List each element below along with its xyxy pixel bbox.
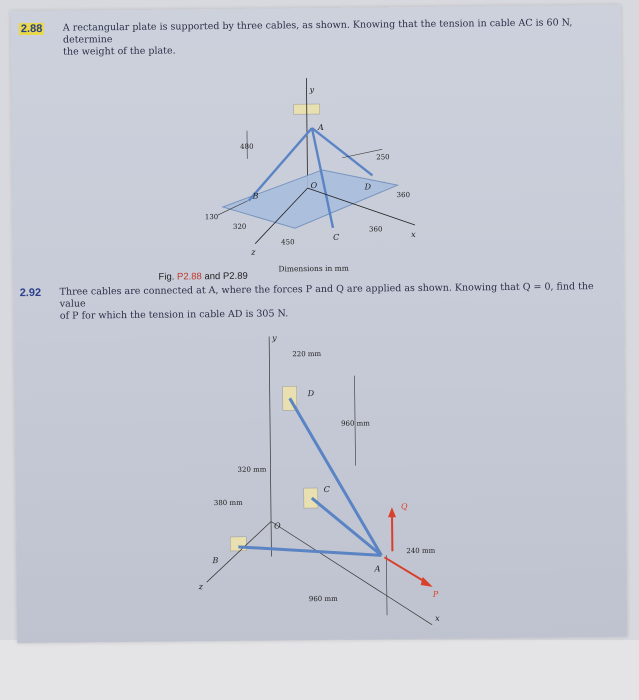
- figure-caption: [158, 271, 247, 283]
- axis-label-y: y: [272, 333, 277, 343]
- dim-450: 450: [281, 238, 295, 247]
- problem-2-92-line2: of P for which the tension in cable AD is 305 N.: [59, 308, 289, 322]
- force-label-q: Q: [400, 502, 408, 512]
- force-p-head: [421, 577, 433, 587]
- point-d: D: [307, 389, 315, 399]
- dim-480: 480: [240, 142, 254, 151]
- dim-line-960-bottom: [386, 555, 387, 615]
- problem-2-88-line1: A rectangular plate is supported by three cables, as shown. Knowing that the tension in cable AC is 60 N, determine: [62, 17, 573, 46]
- problem-2-88-line2: the weight of the plate.: [63, 45, 176, 58]
- dim-380: 380 mm: [213, 498, 243, 508]
- point-o: O: [274, 521, 281, 531]
- dim-250: 250: [376, 153, 390, 162]
- point-b: B: [252, 191, 259, 201]
- axis-label-x: x: [435, 613, 440, 623]
- axis-label-y: y: [309, 85, 315, 95]
- caption-prefix: Fig.: [158, 271, 178, 283]
- problem-2-88-text: [63, 17, 613, 59]
- force-q-head: [388, 507, 396, 517]
- point-c: C: [323, 484, 330, 494]
- dim-130: 130: [204, 213, 219, 222]
- problem-2-92-line1: Three cables are connected at A, where the forces P and Q are applied as shown. Knowing that Q = 0, find the value: [59, 281, 594, 310]
- problem-number-2-92: 2.92: [19, 286, 42, 300]
- anchor-c: [304, 488, 318, 508]
- dim-320: 320 mm: [237, 465, 267, 474]
- point-c: C: [333, 232, 340, 242]
- dim-960-bottom: 960 mm: [308, 594, 338, 604]
- force-label-p: P: [432, 589, 439, 599]
- units-note: Dimensions in mm: [278, 263, 349, 274]
- dim-360-lower: 360: [368, 225, 383, 234]
- caption-suffix: and P2.89: [201, 270, 248, 283]
- axis-label-z: z: [251, 247, 256, 257]
- problem-2-92-text: [60, 281, 616, 323]
- dim-960-vertical: 960 mm: [341, 419, 370, 428]
- y-axis: [269, 337, 271, 557]
- z-axis: [206, 522, 272, 583]
- desk-background: [0, 640, 639, 700]
- x-axis: [271, 520, 432, 627]
- dim-360-right: 360: [396, 191, 411, 200]
- textbook-page: [11, 5, 628, 643]
- point-b: B: [212, 556, 219, 566]
- anchor-b: [230, 537, 246, 551]
- dim-240: 240 mm: [406, 546, 436, 556]
- point-d: D: [364, 182, 372, 192]
- point-a: A: [317, 122, 324, 133]
- figure-three-cables: [174, 325, 457, 628]
- force-p-arrow: [384, 557, 426, 583]
- caption-ref-p2-88: P2.88: [176, 271, 202, 283]
- axis-label-x: x: [411, 229, 416, 240]
- point-a: A: [374, 564, 381, 574]
- dim-220: 220 mm: [292, 349, 322, 359]
- axis-label-z: z: [198, 582, 204, 592]
- point-o: O: [310, 181, 318, 191]
- cable-ab: [238, 545, 381, 556]
- problem-number-2-88: 2.88: [20, 22, 43, 36]
- figure-plate-cables: [181, 67, 433, 283]
- dim-320: 320: [232, 222, 247, 231]
- cable-ac: [312, 497, 382, 556]
